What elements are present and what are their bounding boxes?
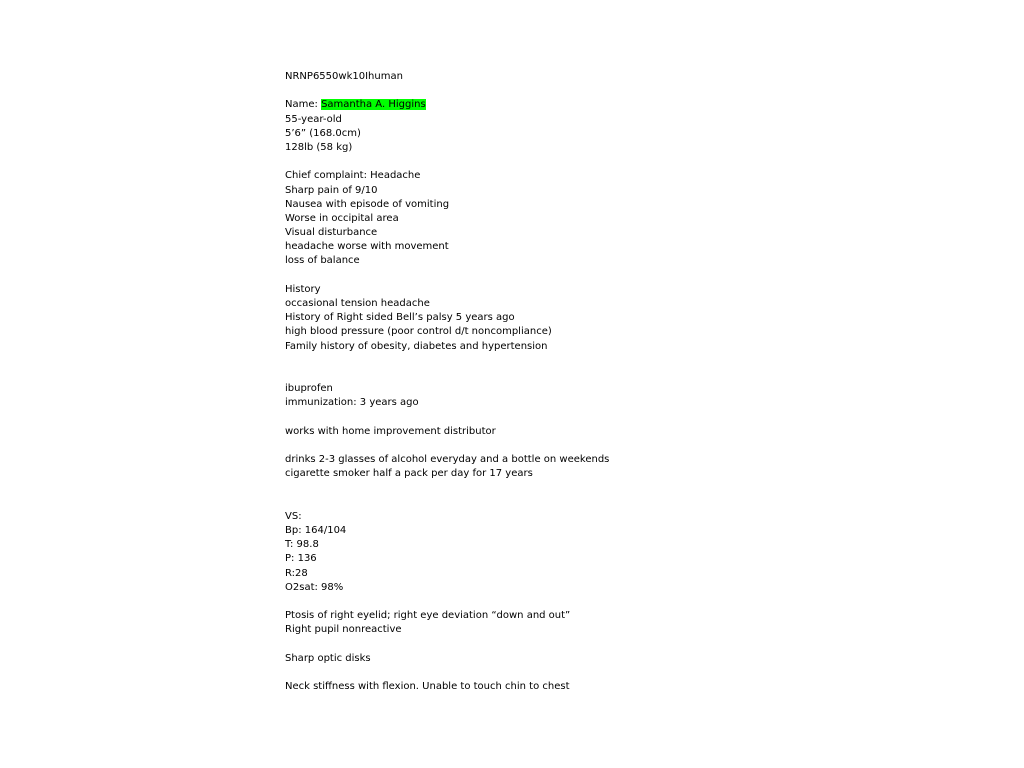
- complaint-line: Visual disturbance: [285, 227, 378, 239]
- spacer: [285, 411, 885, 425]
- name-label: Name:: [285, 99, 322, 111]
- medication-line: immunization: 3 years ago: [285, 397, 419, 409]
- vitals-line: P: 136: [285, 553, 317, 565]
- complaint-line: Worse in occipital area: [285, 212, 399, 224]
- patient-weight: 128lb (58 kg): [285, 141, 353, 153]
- spacer: [285, 496, 885, 510]
- complaint-line: Sharp pain of 9/10: [285, 184, 378, 196]
- patient-age: 55-year-old: [285, 113, 342, 125]
- patient-name-line: [285, 98, 885, 112]
- vitals-line: VS:: [285, 510, 302, 522]
- spacer: [285, 666, 885, 680]
- vitals-line: R:28: [285, 567, 308, 579]
- vitals-line: Bp: 164/104: [285, 525, 347, 536]
- eye-exam-line: Right pupil nonreactive: [285, 624, 402, 636]
- patient-height: 5’6” (168.0cm): [285, 127, 361, 139]
- spacer: [285, 368, 885, 382]
- occupation-line: works with home improvement distributor: [285, 425, 496, 437]
- spacer: [285, 638, 885, 652]
- optic-exam-line: Sharp optic disks: [285, 652, 371, 664]
- social-line: cigarette smoker half a pack per day for 17 years: [285, 468, 533, 480]
- vitals-line: T: 98.8: [285, 539, 319, 551]
- history-line: History of Right sided Bell’s palsy 5 years ago: [285, 312, 515, 324]
- eye-exam-line: Ptosis of right eyelid; right eye deviation “down and out”: [285, 610, 571, 622]
- spacer: [285, 439, 885, 453]
- spacer: [285, 269, 885, 283]
- patient-name-highlighted: Samantha A. Higgins: [321, 99, 426, 111]
- document-body: [285, 70, 885, 694]
- history-line: occasional tension headache: [285, 298, 430, 309]
- history-line: History: [285, 283, 321, 295]
- complaint-line: loss of balance: [285, 255, 360, 267]
- complaint-line: Chief complaint: Headache: [285, 170, 421, 182]
- neck-exam-line: Neck stiffness with flexion. Unable to touch chin to chest: [285, 681, 570, 693]
- social-line: drinks 2-3 glasses of alcohol everyday and a bottle on weekends: [285, 454, 610, 466]
- spacer: [285, 481, 885, 495]
- history-line: Family history of obesity, diabetes and hypertension: [285, 340, 548, 352]
- spacer: [285, 354, 885, 368]
- document-title: NRNP6550wk10Ihuman: [285, 71, 403, 82]
- complaint-line: Nausea with episode of vomiting: [285, 198, 450, 210]
- complaint-line: headache worse with movement: [285, 241, 449, 253]
- spacer: [285, 84, 885, 98]
- vitals-line: O2sat: 98%: [285, 581, 344, 593]
- spacer: [285, 155, 885, 169]
- medication-line: ibuprofen: [285, 383, 333, 395]
- history-line: high blood pressure (poor control d/t noncompliance): [285, 326, 552, 338]
- spacer: [285, 595, 885, 609]
